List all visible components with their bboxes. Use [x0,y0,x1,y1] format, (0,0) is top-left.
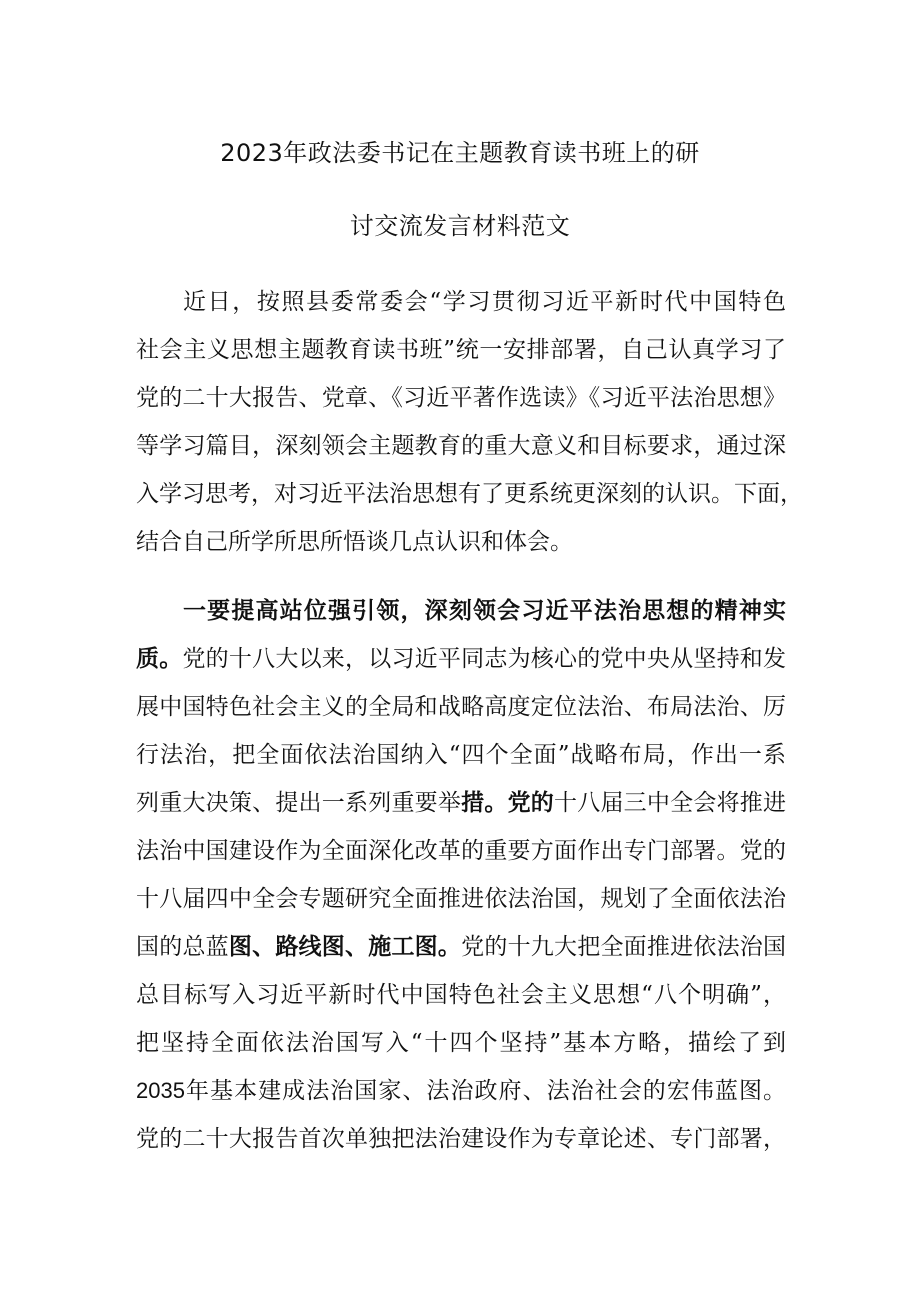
paragraph-1-line-6: 结合自己所学所思所悟谈几点认识和体会。 [136,529,573,555]
paragraph-2-line-4: 行法治，把全面依法治国纳入“四个全面”战略布局，作出一系 [136,742,786,768]
year-number: 2035 [136,1078,185,1103]
paragraph-2-line-5 [136,788,786,818]
paragraph-2-line-8-c: 党的十九大把全面推进依法治国 [461,934,787,960]
paragraph-2-line-8-a: 国的总蓝 [136,934,229,960]
paragraph-1-line-5: 入学习思考，对习近平法治思想有了更系统更深刻的认识。下面， [136,481,803,507]
paragraph-2-heading-end: 质。 [136,645,183,672]
paragraph-2-line-6: 法治中国建设作为全面深化改革的重要方面作出专门部署。党的 [136,838,786,864]
paragraph-1-line-2: 社会主义思想主题教育读书班”统一安排部署，自己认真学习了 [136,337,786,363]
paragraph-1-line-3: 党的二十大报告、党章、《习近平著作选读》《习近平法治思想》 [136,385,786,411]
paragraph-2-line-8 [136,932,786,962]
paragraph-2-line-2-text: 党的十八大以来，以习近平同志为核心的党中央从坚持和发 [182,646,787,672]
paragraph-2-line-8-bold: 图、路线图、施工图。 [228,933,462,960]
document-title-line-1: 2023年政法委书记在主题教育读书班上的研 [220,139,700,167]
paragraph-2-line-5-a: 列重大决策、提出一系列重要举 [136,790,462,816]
paragraph-2-line-12: 党的二十大报告首次单独把法治建设作为专章论述、专门部署， [136,1126,786,1152]
document-title-line-2: 讨交流发言材料范文 [349,212,571,240]
paragraph-2-line-10: 把坚持全面依法治国写入“十四个坚持”基本方略，描绘了到 [136,1030,786,1056]
paragraph-2-line-5-bold: 措。党的 [461,789,555,816]
paragraph-2-line-3: 展中国特色社会主义的全局和战略高度定位法治、布局法治、厉 [136,694,786,720]
paragraph-2-line-2 [136,644,786,674]
paragraph-1-line-4: 等学习篇目，深刻领会主题教育的重大意义和目标要求，通过深 [136,433,786,459]
paragraph-2-line-5-c: 十八届三中全会将推进 [554,790,787,816]
paragraph-2-line-9: 总目标写入习近平新时代中国特色社会主义思想“八个明确”， [136,982,786,1008]
paragraph-2-line-11 [136,1076,786,1106]
paragraph-2-line-7: 十八届四中全会专题研究全面推进依法治国，规划了全面依法治 [136,886,786,912]
paragraph-2-line-11-text: 年基本建成法治国家、法治政府、法治社会的宏伟蓝图。 [184,1078,786,1104]
paragraph-1-line-1: 近日，按照县委常委会“学习贯彻习近平新时代中国特色 [183,289,786,315]
paragraph-2-heading-line-1: 一要提高站位强引领，深刻领会习近平法治思想的精神实 [183,597,786,624]
